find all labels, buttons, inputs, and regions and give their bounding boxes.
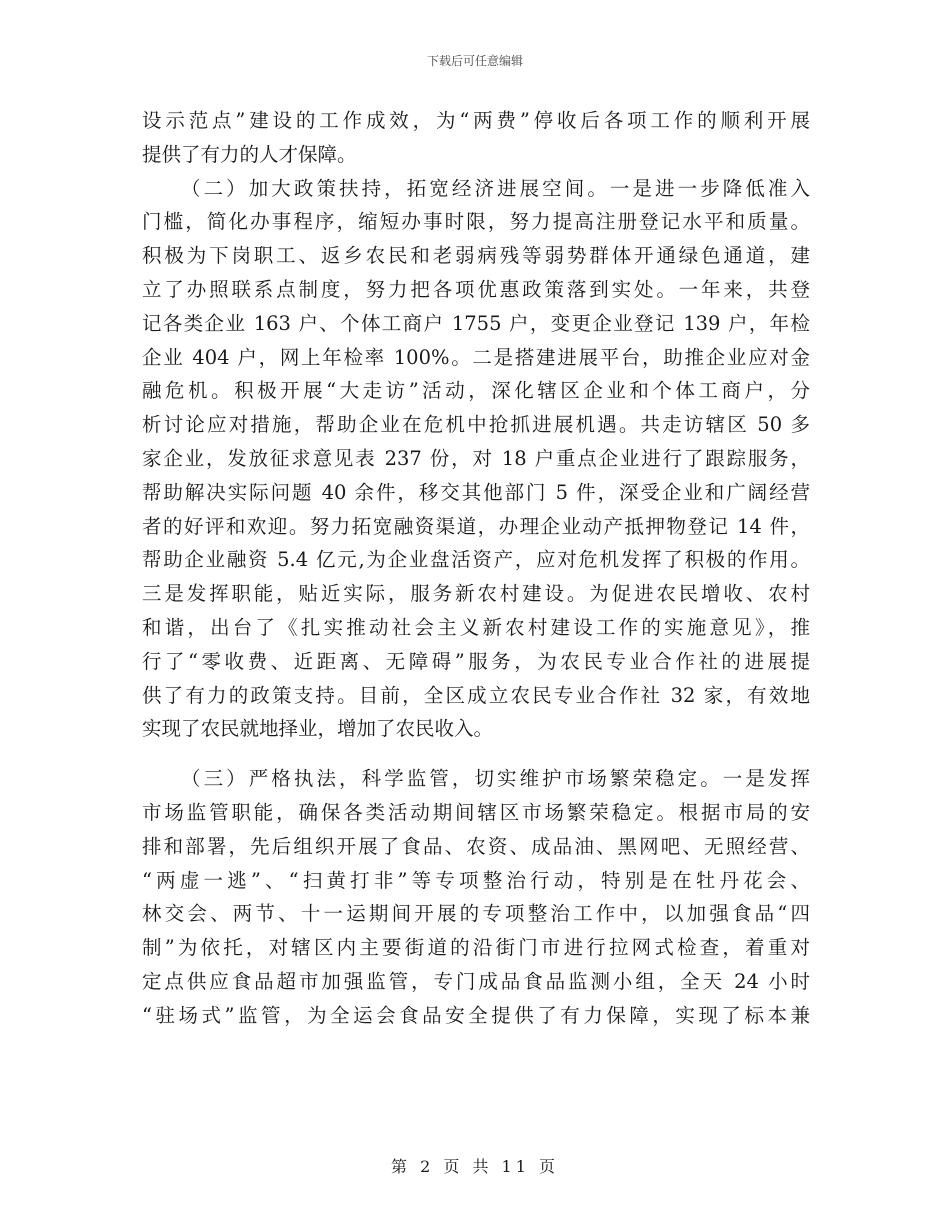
text-line: 提供了有力的人才保障。 [142, 142, 357, 166]
text-line: 市场监管职能，确保各类活动期间辖区市场繁荣稳定。根据市局的安 [142, 800, 810, 824]
text-line: 制”为依托，对辖区内主要街道的沿街门市进行拉网式检查，着重对 [142, 936, 810, 960]
text-line: 帮助解决实际问题 40 余件，移交其他部门 5 件，深受企业和广阔经营 [142, 480, 810, 504]
text-line: 帮助企业融资 5.4 亿元,为企业盘活资产，应对危机发挥了积极的作用。 [142, 548, 810, 572]
text-line: 积极为下岗职工、返乡农民和老弱病残等弱势群体开通绿色通道，建 [142, 244, 810, 268]
text-line: （二）加大政策扶持，拓宽经济进展空间。一是进一步降低准入 [181, 176, 810, 200]
text-line: 供了有力的政策支持。目前，全区成立农民专业合作社 32 家，有效地 [142, 683, 810, 707]
text-line: 三是发挥职能，贴近实际，服务新农村建设。为促进农民增收、农村 [142, 582, 810, 606]
document-body [142, 104, 810, 1033]
text-line: “驻场式”监管，为全运会食品安全提供了有力保障，实现了标本兼 [142, 1003, 810, 1027]
text-line: 排和部署，先后组织开展了食品、农资、成品油、黑网吧、无照经营、 [142, 834, 810, 858]
text-line: 定点供应食品超市加强监管，专门成品食品监测小组，全天 24 小时 [142, 969, 810, 993]
text-line: 设示范点”建设的工作成效，为“两费”停收后各项工作的顺利开展 [142, 109, 810, 132]
text-line: 门槛，简化办事程序，缩短办事时限，努力提高注册登记水平和质量。 [142, 210, 810, 234]
text-line: 林交会、两节、十一运期间开展的专项整治工作中，以加强食品“四 [142, 902, 810, 926]
text-line: 实现了农民就地择业，增加了农民收入。 [142, 717, 494, 741]
text-line: 企业 404 户，网上年检率 100%。二是搭建进展平台，助推企业应对金 [142, 345, 810, 369]
text-line: 者的好评和欢迎。努力拓宽融资渠道，办理企业动产抵押物登记 14 件， [142, 514, 810, 538]
text-line: 和谐，出台了《扎实推动社会主义新农村建设工作的实施意见》，推 [142, 615, 810, 639]
text-line: （三）严格执法，科学监管，切实维护市场繁荣稳定。一是发挥 [181, 767, 810, 791]
text-line: 记各类企业 163 户、个体工商户 1755 户，变更企业登记 139 户，年检 [142, 311, 810, 335]
text-line: 行了“零收费、近距离、无障碍”服务，为农民专业合作社的进展提 [142, 649, 810, 673]
text-line: 融危机。积极开展“大走访”活动，深化辖区企业和个体工商户，分 [142, 379, 810, 403]
page-header: 下载后可任意编辑 [426, 54, 523, 68]
text-line: 家企业，发放征求意见表 237 份，对 18 户重点企业进行了跟踪服务， [142, 446, 810, 470]
paragraph-gap [142, 746, 810, 762]
page-number: 第 2 页 共 11 页 [391, 1157, 559, 1176]
text-line: 立了办照联系点制度，努力把各项优惠政策落到实处。一年来，共登 [142, 277, 810, 301]
text-line: 析讨论应对措施，帮助企业在危机中抢抓进展机遇。共走访辖区 50 多 [142, 413, 810, 437]
text-line: “两虚一逃”、“扫黄打非”等专项整治行动，特别是在牡丹花会、 [142, 868, 810, 892]
